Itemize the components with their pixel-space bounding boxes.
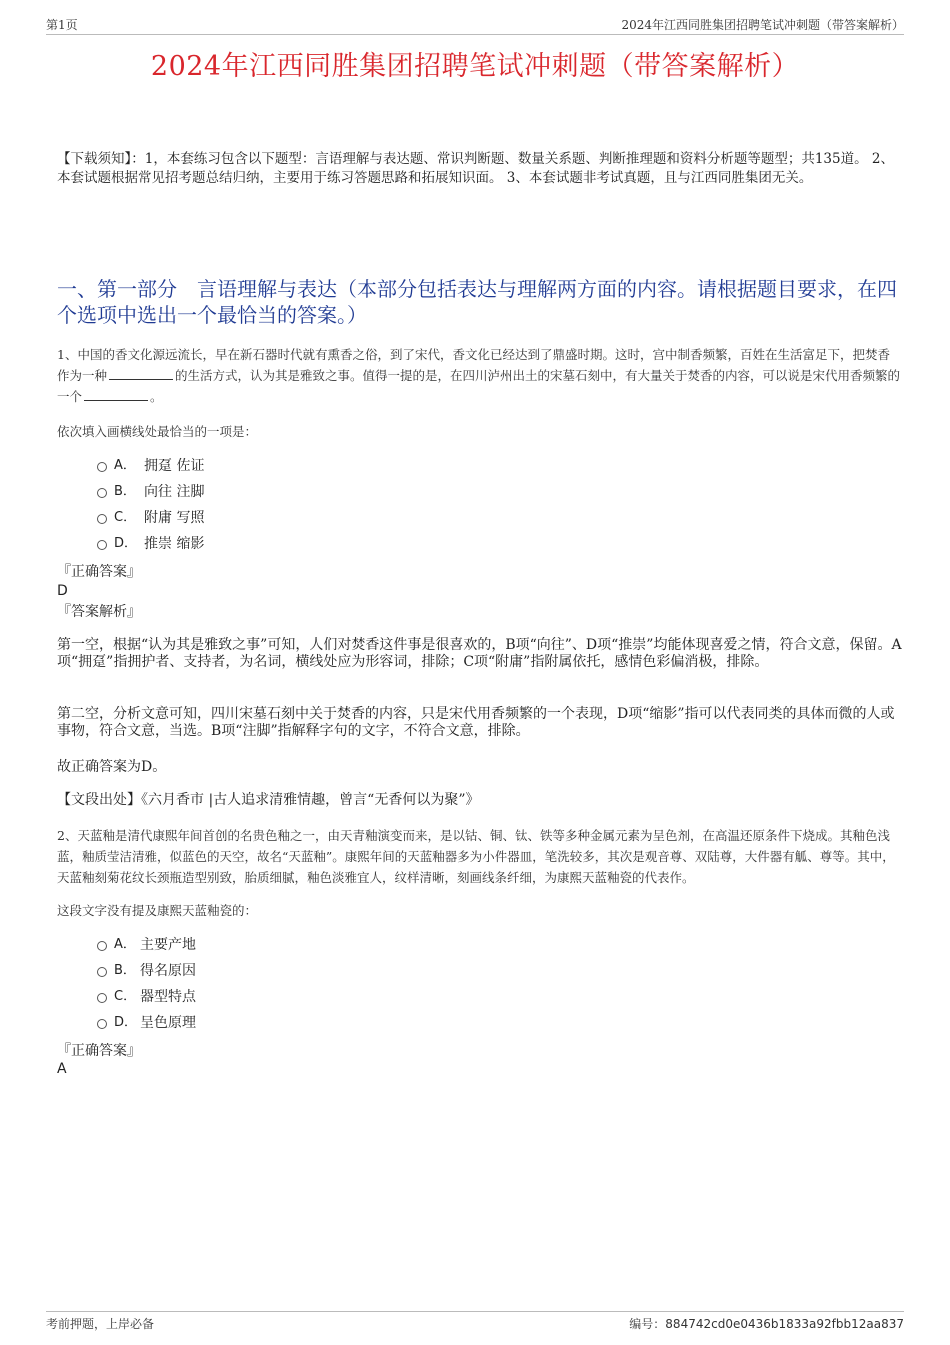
question-1-text-part1: 1、中国的香文化源远流长，早在新石器时代就有熏香之俗，到了宋代，香文化已经达到了鼎盛时期。这时，宫中制香频繁，百姓在生活富足下，把焚香作为一种: [57, 347, 890, 383]
radio-button[interactable]: [97, 488, 107, 498]
question-1-prompt: 依次填入画横线处最恰当的一项是：: [57, 424, 258, 439]
option-text: 附庸 写照: [144, 510, 205, 526]
question-1-options: [97, 453, 597, 557]
document-code: [629, 1315, 904, 1332]
download-notice: 【下载须知】：1，本套练习包含以下题型：言语理解与表达题、常识判断题、数量关系题、判断推理题和资料分析题等题型；共135道。 2、本套试题根据常见招考题总结归纳，主要用于练习答题思路和拓展知识面。 3、本套试题非考试真题，且与江西同胜集团无关。: [57, 151, 894, 186]
radio-button[interactable]: [97, 514, 107, 524]
correct-answer: D: [57, 583, 68, 599]
correct-answer-label: 『正确答案』: [57, 1043, 141, 1059]
option-text: 呈色原理: [140, 1015, 196, 1031]
option-a[interactable]: [97, 453, 597, 479]
analysis-paragraph-2: 第二空，分析文意可知，四川宋墓石刻中关于焚香的内容，只是宋代用香频繁的一个表现，D项“缩影”指可以代表同类的具体而微的人或事物，符合文意，当选。B项“注脚”指解释字句的文字，不符合文意，排除。: [57, 706, 895, 739]
document-title: 2024年江西同胜集团招聘笔试冲刺题（带答案解析）: [150, 51, 800, 82]
option-d[interactable]: [97, 1010, 597, 1036]
correct-answer-label: 『正确答案』: [57, 564, 141, 580]
option-text: 得名原因: [140, 963, 196, 979]
page-number: 第1页: [46, 18, 78, 32]
question-1-text: [57, 344, 902, 407]
question-2-prompt: 这段文字没有提及康熙天蓝釉瓷的：: [57, 903, 258, 918]
question-1-text-part3: 。: [150, 389, 163, 404]
option-letter: D．: [114, 1015, 138, 1030]
footer-slogan: 考前押题，上岸必备: [46, 1317, 155, 1331]
option-text: 拥趸 佐证: [144, 458, 205, 474]
analysis-conclusion: 故正确答案为D。: [57, 759, 167, 775]
radio-button[interactable]: [97, 540, 107, 550]
option-b[interactable]: [97, 958, 597, 984]
option-text: 向往 注脚: [144, 484, 205, 500]
option-c[interactable]: [97, 505, 597, 531]
fill-blank-1: [109, 367, 173, 380]
radio-button[interactable]: [97, 993, 107, 1003]
option-letter: B．: [114, 963, 136, 978]
option-a[interactable]: [97, 932, 597, 958]
option-text: 推崇 缩影: [144, 536, 205, 552]
question-2-options: [97, 932, 597, 1036]
option-b[interactable]: [97, 479, 597, 505]
option-text: 器型特点: [140, 989, 196, 1005]
radio-button[interactable]: [97, 1019, 107, 1029]
option-letter: A．: [114, 458, 136, 473]
analysis-label: 『答案解析』: [57, 604, 141, 620]
question-1-text-part2: 的生活方式，认为其是雅致之事。值得一提的是，在四川泸州出土的宋墓石刻中，有大量关于焚香的内容，可以说是宋代用香频繁的一个: [57, 368, 901, 404]
code-value: 884742cd0e0436b1833a92fbb12aa837: [665, 1317, 904, 1331]
header-doc-name: 2024年江西同胜集团招聘笔试冲刺题（带答案解析）: [621, 18, 904, 32]
option-letter: C．: [114, 989, 137, 1004]
passage-source: 【文段出处】《六月香市 |古人追求清雅情趣，曾言“无香何以为聚”》: [57, 792, 480, 808]
radio-button[interactable]: [97, 967, 107, 977]
option-letter: C．: [114, 510, 137, 525]
option-d[interactable]: [97, 531, 597, 557]
fill-blank-2: [84, 388, 148, 401]
option-c[interactable]: [97, 984, 597, 1010]
option-letter: D．: [114, 536, 138, 551]
question-2-text: 2、天蓝釉是清代康熙年间首创的名贵色釉之一，由天青釉演变而来，是以钴、铜、钛、铁等多种金属元素为呈色剂，在高温还原条件下烧成。其釉色浅蓝，釉质莹洁清雅，似蓝色的天空，故名“天蓝釉”。康熙年间的天蓝釉器多为小件器皿，笔洗较多，其次是观音尊、双陆尊，大件器有觚、尊等。其中，天蓝釉刻菊花纹长颈瓶造型别致，胎质细腻，釉色淡雅宜人，纹样清晰，刻画线条纤细，为康熙天蓝釉瓷的代表作。: [57, 828, 895, 885]
radio-button[interactable]: [97, 941, 107, 951]
section-heading: 一、第一部分 言语理解与表达（本部分包括表达与理解两方面的内容。请根据题目要求，在四个选项中选出一个最恰当的答案。）: [57, 277, 897, 327]
radio-button[interactable]: [97, 462, 107, 472]
correct-answer: A: [57, 1061, 67, 1077]
analysis-paragraph-1: 第一空，根据“认为其是雅致之事”可知，人们对焚香这件事是很喜欢的，B项“向往”、D项“推崇”均能体现喜爱之情，符合文意，保留。A项“拥趸”指拥护者、支持者，为名词，横线处应为形容词，排除；C项“附庸”指附属依托，感情色彩偏消极，排除。: [57, 637, 902, 670]
page-header: [46, 14, 904, 35]
page-footer: [46, 1311, 904, 1334]
option-letter: B．: [114, 484, 136, 499]
option-text: 主要产地: [140, 937, 196, 953]
code-label: 编号：: [629, 1317, 666, 1331]
option-letter: A．: [114, 937, 136, 952]
